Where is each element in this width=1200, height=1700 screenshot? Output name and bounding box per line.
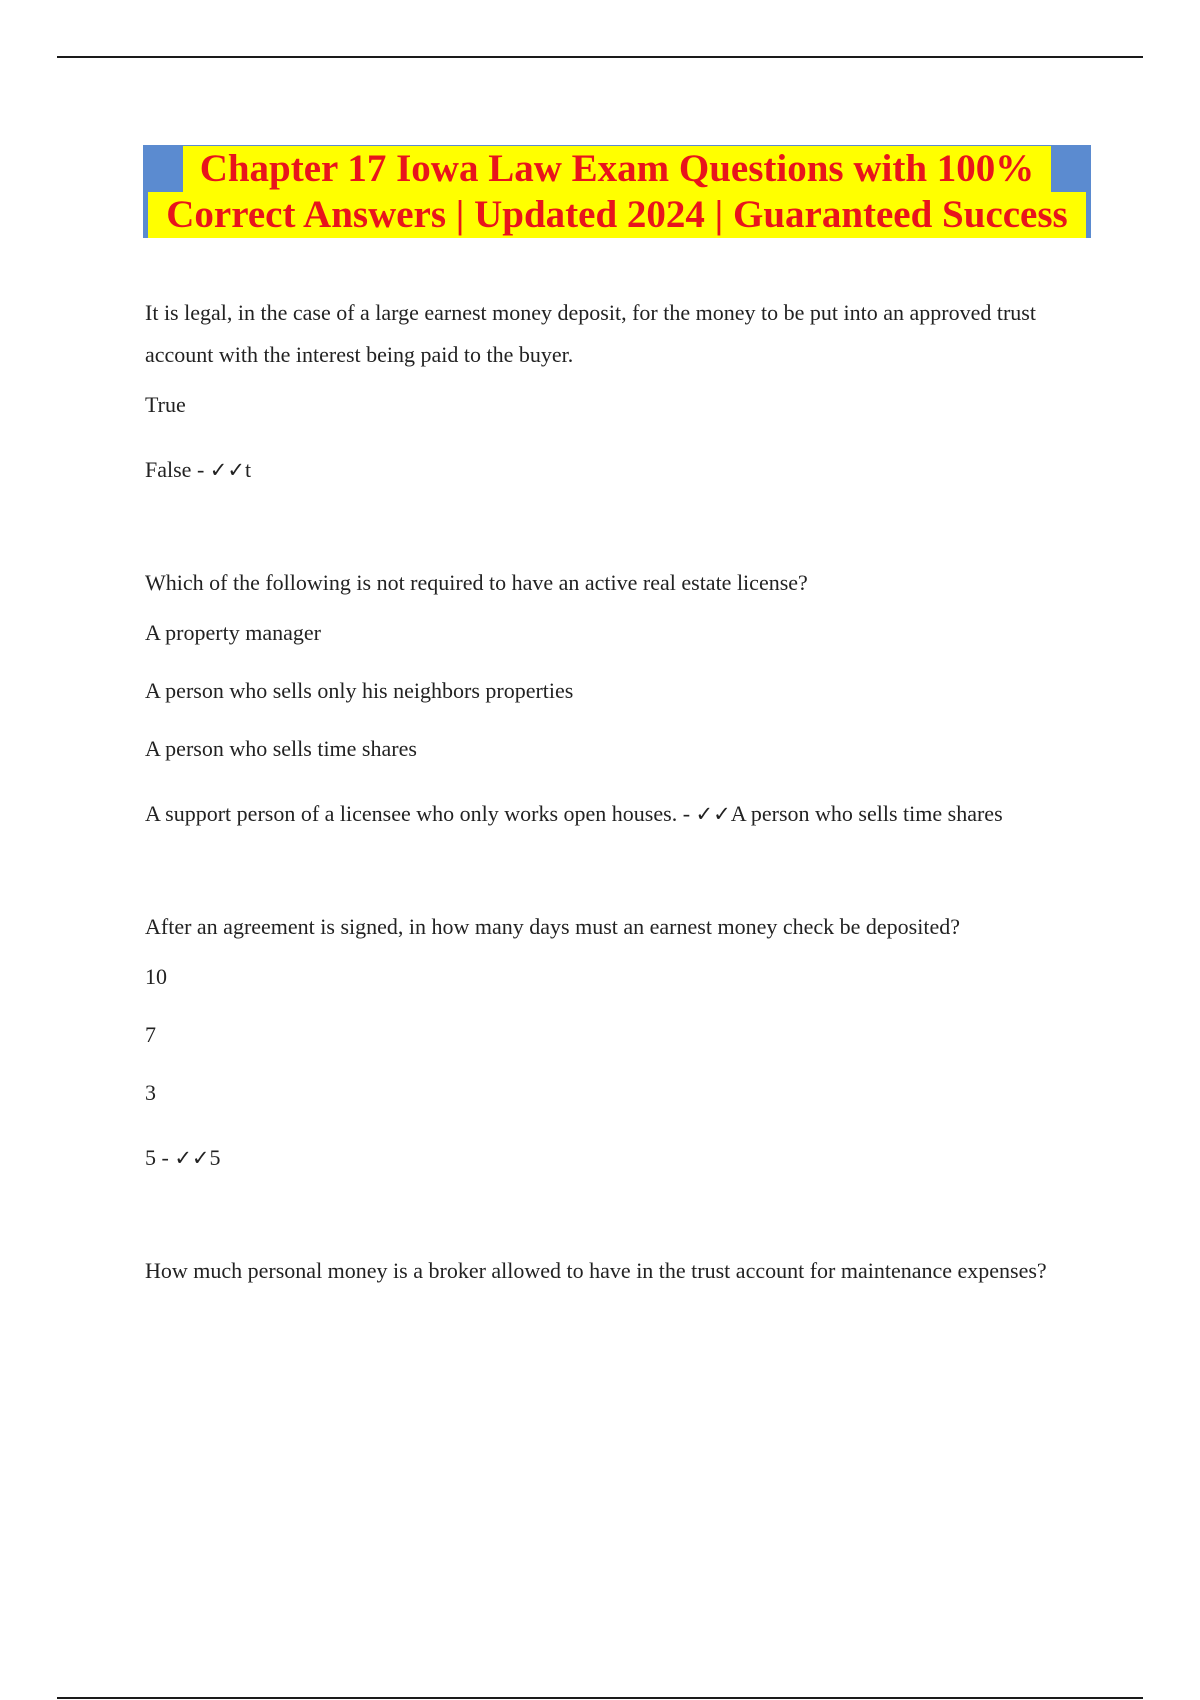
option-text: 5 - xyxy=(145,1145,175,1170)
answer-text: t xyxy=(244,457,252,482)
question-text: How much personal money is a broker allowed to have in the trust account for maintenance expenses? xyxy=(145,1258,1047,1283)
option-text: True xyxy=(145,392,186,417)
checkmark-icon: ✓✓ xyxy=(695,802,731,826)
title-line-2: Correct Answers | Updated 2024 | Guaranteed Success xyxy=(148,192,1086,238)
option-with-answer xyxy=(145,1136,1085,1180)
question-list xyxy=(145,292,1085,1306)
answer-text: 5 xyxy=(209,1145,221,1170)
option-with-answer xyxy=(145,792,1085,836)
question-block-1 xyxy=(145,292,1085,492)
option-with-answer xyxy=(145,448,1085,492)
option-text: A person who sells only his neighbors properties xyxy=(145,678,574,703)
option-text: 3 xyxy=(145,1080,156,1105)
title-line-1: Chapter 17 Iowa Law Exam Questions with 100% xyxy=(183,146,1051,192)
question-text: Which of the following is not required to have an active real estate license? xyxy=(145,570,808,595)
document-title xyxy=(143,145,1091,238)
option-text: 10 xyxy=(145,964,167,989)
header-rule xyxy=(57,56,1143,58)
footer-rule xyxy=(57,1697,1143,1699)
option-text: A support person of a licensee who only works open houses. - xyxy=(145,801,696,826)
option-text: A person who sells time shares xyxy=(145,736,417,761)
checkmark-icon: ✓✓ xyxy=(209,458,245,482)
option-text: False - xyxy=(145,457,210,482)
question-block-3 xyxy=(145,906,1085,1180)
option-text: 7 xyxy=(145,1022,156,1047)
answer-text: A person who sells time shares xyxy=(730,801,1003,826)
checkmark-icon: ✓✓ xyxy=(174,1146,210,1170)
question-block-2 xyxy=(145,562,1085,836)
question-block-4 xyxy=(145,1250,1085,1292)
question-text: After an agreement is signed, in how many days must an earnest money check be deposited? xyxy=(145,914,960,939)
question-text: It is legal, in the case of a large earnest money deposit, for the money to be put into an approved trust account with the interest being paid to the buyer. xyxy=(145,300,1036,367)
option-text: A property manager xyxy=(145,620,321,645)
